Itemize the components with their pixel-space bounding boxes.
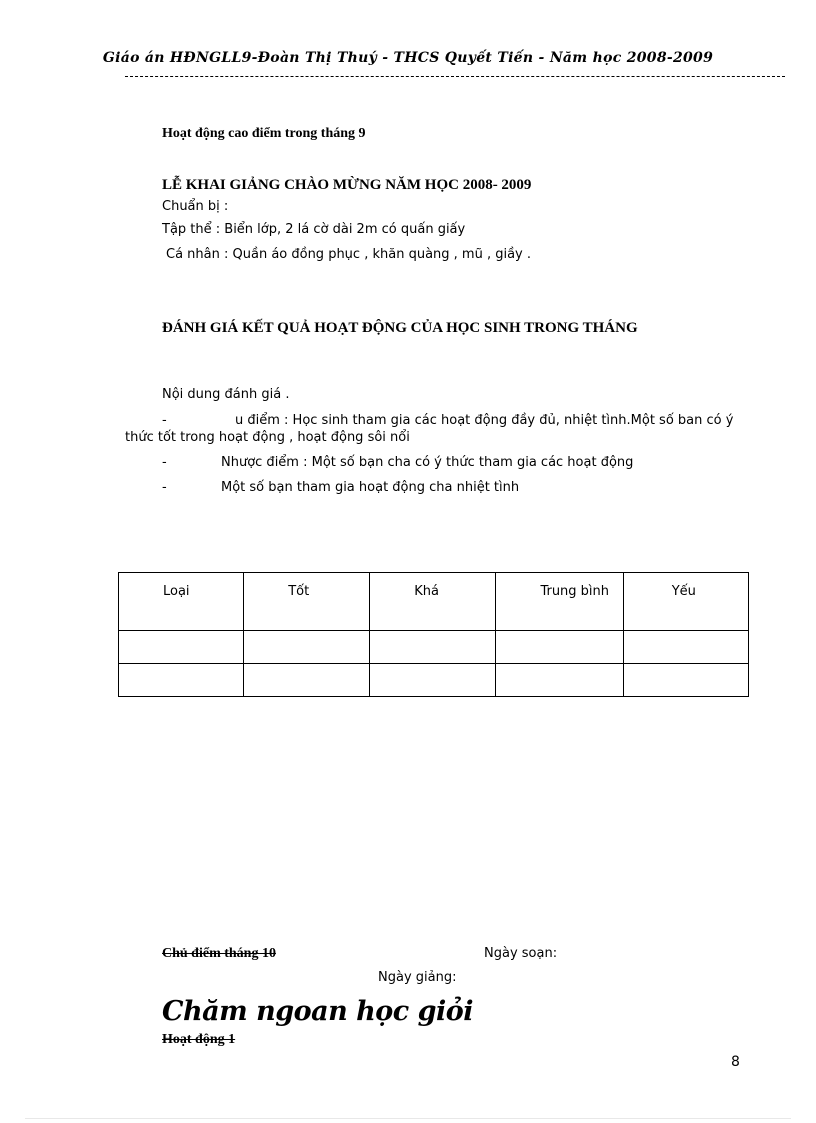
table-cell [370,664,496,697]
october-theme-label: Chủ điểm tháng 10 [162,946,276,961]
table-header-row [119,573,749,631]
evaluation-title: ĐÁNH GIÁ KẾT QUẢ HOẠT ĐỘNG CỦA HỌC SINH TRONG THÁNG [162,320,638,336]
page-number: 8 [731,1054,740,1070]
activity-heading: Hoạt động 1 [162,1032,236,1047]
compose-date-label: Ngày soạn: [484,946,558,961]
bullet-dash: - [162,455,167,470]
collective-preparation: Tập thể : Biển lớp, 2 lá cờ dài 2m có quấn giấy [162,222,466,237]
table-row [119,664,749,697]
weaknesses-line: Nhược điểm : Một số bạn cha có ý thức tham gia các hoạt động [221,455,634,470]
table-cell [496,664,623,697]
table-cell [119,631,244,664]
table-cell [119,664,244,697]
table-cell [496,631,623,664]
page-bottom-edge [25,1118,791,1119]
table-cell [370,631,496,664]
table-header-cell: Loại [119,573,244,631]
table-cell [623,631,748,664]
strengths-line-2: thức tốt trong hoạt động , hoạt động sôi nổi [125,430,410,445]
table-header-cell: Yếu [623,573,748,631]
table-cell [623,664,748,697]
header-divider [125,76,785,77]
table-header-cell: Trung bình [496,573,623,631]
table-cell [244,631,370,664]
table-row [119,631,749,664]
table-header-cell: Tốt [244,573,370,631]
teach-date-label: Ngày giảng: [378,970,457,985]
evaluation-table [118,572,749,697]
section-heading: Hoạt động cao điểm trong tháng 9 [162,126,366,141]
evaluation-content-label: Nội dung đánh giá . [162,387,290,402]
opening-ceremony-title: LỄ KHAI GIẢNG CHÀO MỪNG NĂM HỌC 2008- 2009 [162,177,532,193]
monthly-motto: Chăm ngoan học giỏi [162,996,474,1027]
weaknesses-line-2: Một số bạn tham gia hoạt động cha nhiệt tình [221,480,520,495]
strengths-line-1: u điểm : Học sinh tham gia các hoạt động đầy đủ, nhiệt tình.Một số ban có ý [235,413,734,428]
table-cell [244,664,370,697]
bullet-dash: - [162,480,167,495]
individual-preparation: Cá nhân : Quần áo đồng phục , khăn quàng , mũ , giầy . [166,247,532,262]
bullet-dash: - [162,413,167,428]
page-header: Giáo án HĐNGLL9-Đoàn Thị Thuý - THCS Quyết Tiến - Năm học 2008-2009 [102,50,714,66]
preparation-label: Chuẩn bị : [162,199,229,214]
table-header-cell: Khá [370,573,496,631]
